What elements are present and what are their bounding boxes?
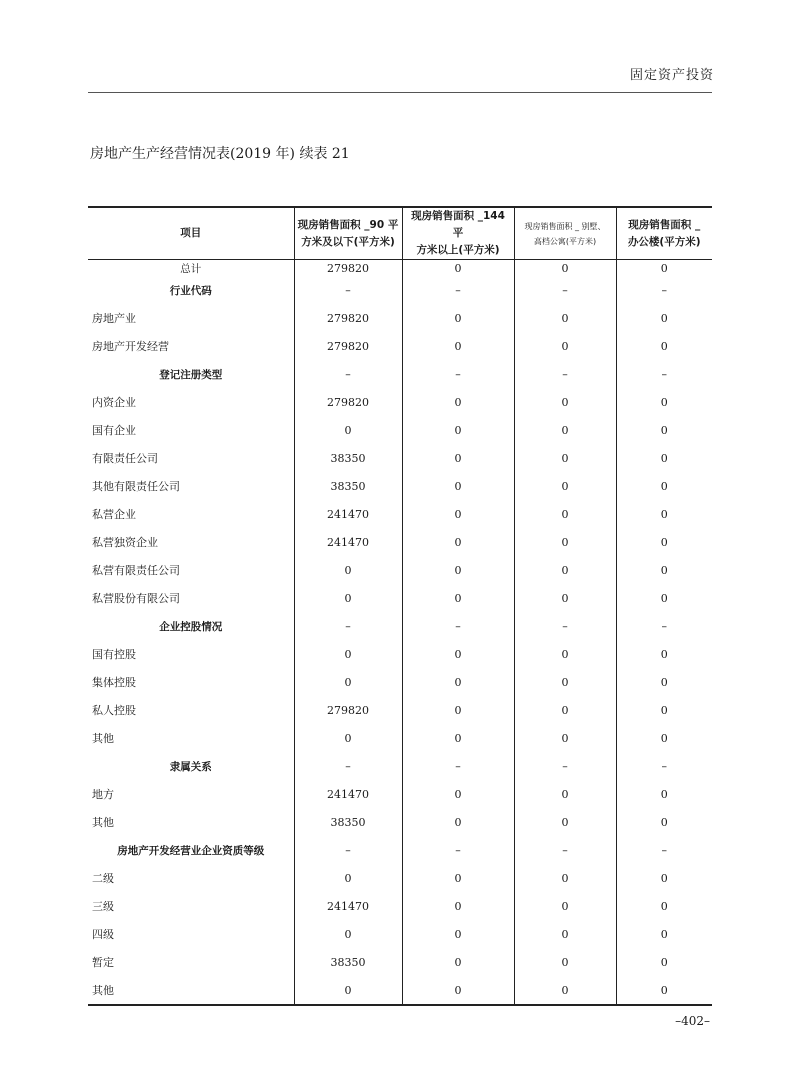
cell-value: 0 xyxy=(514,304,616,332)
cell-value: 0 xyxy=(616,472,712,500)
table-row xyxy=(88,584,712,612)
cell-value: 0 xyxy=(294,556,402,584)
column-header-line: 方米及以下(平方米) xyxy=(301,235,395,248)
section-header: 固定资产投资 xyxy=(629,68,714,83)
row-label: 私营企业 xyxy=(92,508,136,521)
table-row xyxy=(88,332,712,360)
cell-value: 0 xyxy=(514,500,616,528)
row-label: 三级 xyxy=(92,900,114,913)
table-row xyxy=(88,864,712,892)
cell-value: – xyxy=(514,360,616,388)
cell-value: 0 xyxy=(616,864,712,892)
cell-value: 0 xyxy=(402,500,514,528)
cell-value: 0 xyxy=(514,892,616,920)
table-row xyxy=(88,640,712,668)
row-label: 私营有限责任公司 xyxy=(92,564,180,577)
cell-value: 0 xyxy=(616,556,712,584)
cell-value: 0 xyxy=(616,892,712,920)
table-row xyxy=(88,528,712,556)
table-row xyxy=(88,724,712,752)
cell-value: 0 xyxy=(402,724,514,752)
row-label: 其他 xyxy=(92,816,114,829)
cell-value: 0 xyxy=(402,304,514,332)
cell-value: 0 xyxy=(616,724,712,752)
row-label: 房地产开发经营业企业资质等级 xyxy=(117,844,265,857)
table-header-row xyxy=(88,208,712,260)
cell-value: 0 xyxy=(402,948,514,976)
cell-value: – xyxy=(294,612,402,640)
cell-value: 0 xyxy=(402,976,514,1004)
column-header-line: 方米以上(平方米) xyxy=(416,244,500,256)
cell-value: 0 xyxy=(514,780,616,808)
table-row xyxy=(88,696,712,724)
row-label: 私营独资企业 xyxy=(92,536,158,549)
cell-value: 0 xyxy=(514,920,616,948)
table-row xyxy=(88,556,712,584)
column-header-line: 现房销售面积 _90 平 xyxy=(297,218,399,231)
cell-value: 0 xyxy=(616,808,712,836)
cell-value: 0 xyxy=(514,528,616,556)
cell-value: 0 xyxy=(402,556,514,584)
column-header-line: 现房销售面积 _ 别墅、 xyxy=(524,221,606,231)
cell-value: 0 xyxy=(514,444,616,472)
cell-value: 0 xyxy=(514,948,616,976)
cell-value: 279820 xyxy=(294,304,402,332)
cell-value: 241470 xyxy=(294,780,402,808)
column-header-line: 高档公寓(平方米) xyxy=(533,236,597,246)
cell-value: 38350 xyxy=(294,472,402,500)
cell-value: 0 xyxy=(514,260,616,277)
cell-value: 0 xyxy=(514,668,616,696)
row-label: 四级 xyxy=(92,928,114,941)
cell-value: 0 xyxy=(294,976,402,1004)
cell-value: 38350 xyxy=(294,444,402,472)
cell-value: 0 xyxy=(616,920,712,948)
cell-value: 0 xyxy=(514,332,616,360)
cell-value: – xyxy=(294,836,402,864)
cell-value: 0 xyxy=(616,976,712,1004)
cell-value: 0 xyxy=(402,892,514,920)
row-label: 国有企业 xyxy=(92,424,136,437)
cell-value: 0 xyxy=(616,500,712,528)
table-row xyxy=(88,920,712,948)
cell-value: 0 xyxy=(616,444,712,472)
cell-value: 0 xyxy=(294,724,402,752)
row-label: 国有控股 xyxy=(92,648,136,661)
row-label: 暂定 xyxy=(92,956,114,969)
cell-value: 0 xyxy=(616,668,712,696)
cell-value: 0 xyxy=(402,920,514,948)
cell-value: 0 xyxy=(514,416,616,444)
table-row xyxy=(88,388,712,416)
row-label: 房地产开发经营 xyxy=(92,340,169,353)
cell-value: 0 xyxy=(402,332,514,360)
table-row xyxy=(88,668,712,696)
cell-value: 0 xyxy=(402,260,514,277)
row-label: 其他有限责任公司 xyxy=(92,480,180,493)
cell-value: 0 xyxy=(514,388,616,416)
cell-value: 0 xyxy=(616,696,712,724)
column-header-144sqm xyxy=(402,208,514,260)
cell-value: 0 xyxy=(402,444,514,472)
row-label: 行业代码 xyxy=(169,284,212,297)
cell-value: 0 xyxy=(616,388,712,416)
cell-value: 0 xyxy=(514,696,616,724)
cell-value: 0 xyxy=(402,696,514,724)
table-row xyxy=(88,892,712,920)
cell-value: – xyxy=(514,752,616,780)
cell-value: 0 xyxy=(402,416,514,444)
category-row xyxy=(88,360,712,388)
cell-value: 0 xyxy=(402,388,514,416)
cell-value: 0 xyxy=(514,472,616,500)
cell-value: – xyxy=(616,360,712,388)
cell-value: – xyxy=(514,276,616,304)
column-header-line: 现房销售面积 _144 平 xyxy=(411,210,505,239)
column-header-line: 现房销售面积 _ xyxy=(628,218,701,231)
row-label: 私营股份有限公司 xyxy=(92,592,180,605)
cell-value: 0 xyxy=(514,808,616,836)
row-label: 内资企业 xyxy=(92,396,136,409)
row-label: 总计 xyxy=(180,262,202,275)
cell-value: 0 xyxy=(294,668,402,696)
cell-value: 0 xyxy=(616,948,712,976)
cell-value: 0 xyxy=(616,640,712,668)
column-header-90sqm xyxy=(294,208,402,260)
cell-value: 0 xyxy=(402,780,514,808)
cell-value: 0 xyxy=(616,780,712,808)
cell-value: 0 xyxy=(616,416,712,444)
data-table xyxy=(88,208,712,1004)
page-number: –402– xyxy=(675,1014,710,1028)
cell-value: 0 xyxy=(402,584,514,612)
cell-value: – xyxy=(402,752,514,780)
category-row xyxy=(88,612,712,640)
cell-value: 241470 xyxy=(294,528,402,556)
cell-value: – xyxy=(616,612,712,640)
cell-value: 0 xyxy=(402,528,514,556)
column-header-item xyxy=(88,208,294,260)
cell-value: 0 xyxy=(294,584,402,612)
cell-value: 0 xyxy=(514,864,616,892)
cell-value: 0 xyxy=(294,416,402,444)
table-row xyxy=(88,808,712,836)
column-header-office xyxy=(616,208,712,260)
row-label: 隶属关系 xyxy=(169,760,212,773)
cell-value: 0 xyxy=(616,304,712,332)
table-row xyxy=(88,976,712,1004)
category-row xyxy=(88,752,712,780)
cell-value: 241470 xyxy=(294,500,402,528)
cell-value: – xyxy=(402,276,514,304)
cell-value: 0 xyxy=(402,472,514,500)
table-row xyxy=(88,948,712,976)
cell-value: 279820 xyxy=(294,260,402,277)
row-label: 房地产业 xyxy=(92,312,136,325)
table-title: 房地产生产经营情况表(2019 年) 续表 21 xyxy=(90,146,350,162)
cell-value: 0 xyxy=(402,808,514,836)
table-row xyxy=(88,472,712,500)
cell-value: 0 xyxy=(402,864,514,892)
cell-value: – xyxy=(294,276,402,304)
row-label: 集体控股 xyxy=(92,676,136,689)
cell-value: 38350 xyxy=(294,948,402,976)
column-header-villa xyxy=(514,208,616,260)
table-row xyxy=(88,304,712,332)
cell-value: 0 xyxy=(402,640,514,668)
table-row xyxy=(88,780,712,808)
cell-value: 0 xyxy=(294,920,402,948)
cell-value: – xyxy=(616,836,712,864)
row-label: 二级 xyxy=(92,872,114,885)
cell-value: – xyxy=(402,612,514,640)
cell-value: 0 xyxy=(514,724,616,752)
table-body xyxy=(88,260,712,1005)
cell-value: 279820 xyxy=(294,388,402,416)
cell-value: 0 xyxy=(402,668,514,696)
cell-value: – xyxy=(402,836,514,864)
cell-value: 0 xyxy=(616,528,712,556)
category-row xyxy=(88,836,712,864)
cell-value: – xyxy=(616,276,712,304)
row-label: 登记注册类型 xyxy=(159,368,223,381)
cell-value: 0 xyxy=(616,584,712,612)
cell-value: 0 xyxy=(514,556,616,584)
table-row xyxy=(88,444,712,472)
cell-value: – xyxy=(514,612,616,640)
column-header-line: 办公楼(平方米) xyxy=(627,235,701,248)
cell-value: – xyxy=(294,752,402,780)
cell-value: 279820 xyxy=(294,696,402,724)
total-row xyxy=(88,260,712,277)
cell-value: – xyxy=(402,360,514,388)
table-row xyxy=(88,416,712,444)
cell-value: 279820 xyxy=(294,332,402,360)
cell-value: 0 xyxy=(294,864,402,892)
cell-value: 0 xyxy=(616,260,712,277)
category-row xyxy=(88,276,712,304)
row-label: 有限责任公司 xyxy=(92,452,158,465)
table-row xyxy=(88,500,712,528)
row-label: 其他 xyxy=(92,984,114,997)
cell-value: 241470 xyxy=(294,892,402,920)
cell-value: 0 xyxy=(514,584,616,612)
cell-value: 0 xyxy=(616,332,712,360)
cell-value: – xyxy=(616,752,712,780)
row-label: 其他 xyxy=(92,732,114,745)
cell-value: 0 xyxy=(514,976,616,1004)
cell-value: – xyxy=(514,836,616,864)
data-table-container xyxy=(88,206,712,1006)
cell-value: 38350 xyxy=(294,808,402,836)
cell-value: 0 xyxy=(514,640,616,668)
cell-value: – xyxy=(294,360,402,388)
row-label: 企业控股情况 xyxy=(159,620,223,633)
row-label: 地方 xyxy=(92,788,114,801)
cell-value: 0 xyxy=(294,640,402,668)
column-header-label: 项目 xyxy=(180,227,202,239)
row-label: 私人控股 xyxy=(92,704,136,717)
header-divider xyxy=(88,92,712,93)
